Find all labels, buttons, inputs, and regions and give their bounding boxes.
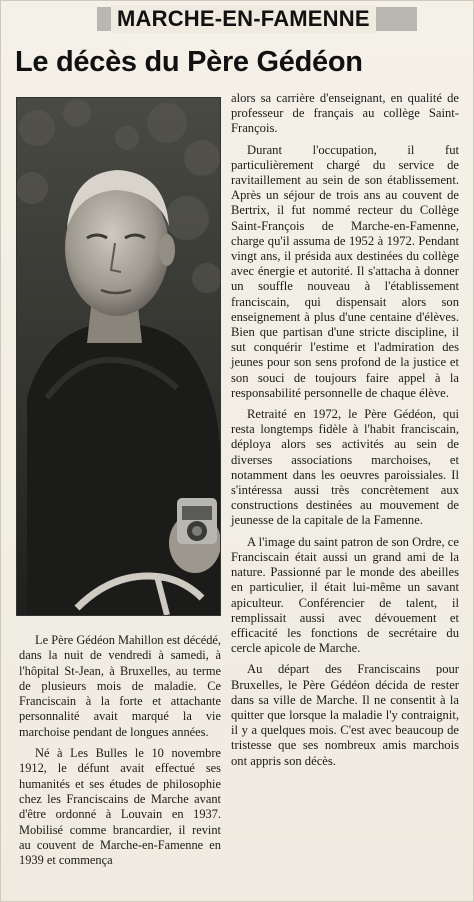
portrait-photo-drawing bbox=[17, 98, 220, 615]
article-paragraph: Au départ des Franciscains pour Bruxelles, le Père Gédéon décida de rester dans sa ville de Marche. Il ne consentit à la quitter que lorsque la maladie l'y contraignit, il y a quelques mois. C'est avec beaucoup de tristesse que ses nombreux amis marchois ont appris son décès. bbox=[231, 662, 459, 768]
article-paragraph: A l'image du saint patron de son Ordre, ce Franciscain était aussi un grand ami de la nature. Passionné par le monde des abeilles en particulier, il était lui-même un savant apiculteur. Conférencier de talent, il remplissait aussi avec dévouement et efficacité les fonctions de secrétaire du cercle apicole de Marche. bbox=[231, 534, 459, 656]
article-paragraph: Né à Les Bulles le 10 novembre 1912, le défunt avait effectué ses humanités et ses études de philosophie chez les Franciscains de Marche avant d'être ordonné à Louvain en 1937. Mobilisé comme brancardier, il revint au couvent de Marche-en-Famenne en 1939 et commença bbox=[19, 746, 221, 868]
section-title: MARCHE-EN-FAMENNE bbox=[111, 5, 376, 33]
article-paragraph: Retraité en 1972, le Père Gédéon, qui resta longtemps fidèle à l'habit franciscain, déploya alors ses activités au sein de diverses associations marchoises, et notamment dans les oeuvres paroissiales. Il s'intéressa aussi très concrètement aux constructions destinées au mouvement de jeunesse de la capitale de la Famenne. bbox=[231, 407, 459, 528]
article-paragraph: Le Père Gédéon Mahillon est décédé, dans la nuit de vendredi à samedi, à l'hôpital St-Jean, à Bruxelles, au terme de plusieurs mois de maladie. Ce Franciscain à la forte et attachante personnalité avait marqué la vie marchoise pendant de longues années. bbox=[19, 633, 221, 739]
portrait-photo bbox=[16, 97, 221, 616]
article-paragraph: Durant l'occupation, il fut particulièrement chargé du service de ravitaillement au sein de son établissement. Après un séjour de trois ans au couvent de Bertrix, il fut nommé recteur du Collège Saint-François de Marche-en-Famenne, charge qu'il assuma de 1952 à 1972. Pendant vingt ans, il présida aux destinées du collège avec énergie et autorité. Il s'attacha à donner un souffle nouveau à l'établissement franciscain, qui dispensait alors son enseignement à plus d'une centaine d'élèves. Bien que partisan d'une stricte discipline, il sut conquérir l'estime et l'admiration des jeunes pour son sens profond de la justice et son souci de toujours faire appel à la responsabilité personnelle de chaque élève. bbox=[231, 142, 459, 400]
article-paragraph: alors sa carrière d'enseignant, en qualité de professeur de français au collège Saint-François. bbox=[231, 91, 459, 136]
article-column-left bbox=[19, 633, 221, 874]
article-column-right bbox=[231, 91, 459, 775]
article-headline: Le décès du Père Gédéon bbox=[15, 46, 363, 78]
